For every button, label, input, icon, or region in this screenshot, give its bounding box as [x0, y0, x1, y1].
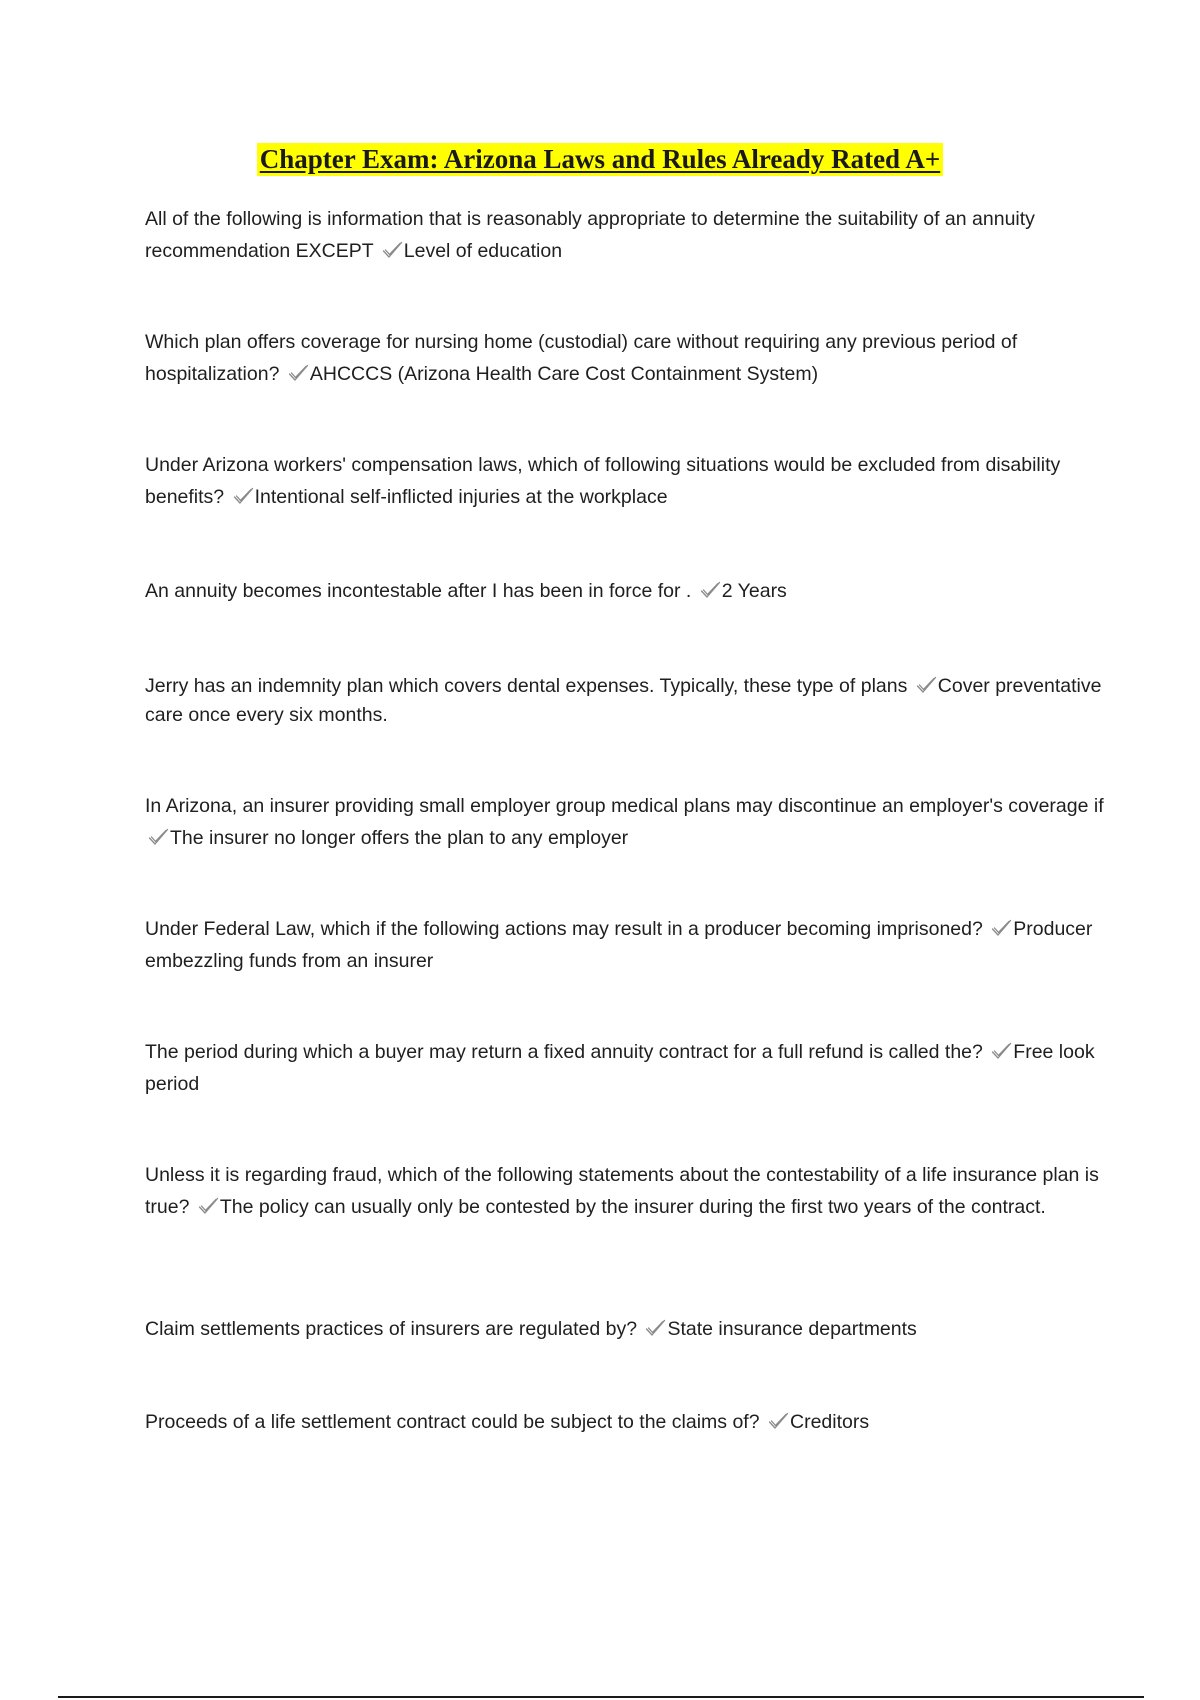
answer-text: State insurance departments	[667, 1318, 917, 1340]
question-text: An annuity becomes incontestable after I has been in force for .	[145, 580, 692, 602]
check-mark-icon	[148, 828, 169, 846]
check-mark-icon	[198, 1197, 219, 1215]
check-mark-icon	[700, 581, 721, 599]
title-wrapper	[0, 143, 1200, 176]
question-text: Claim settlements practices of insurers are regulated by?	[145, 1318, 638, 1340]
qa-item	[145, 1406, 1105, 1438]
question-text: Which plan offers coverage for nursing home (custodial) care without requiring any previous period of hospitalization?	[145, 331, 1018, 385]
answer-text: The policy can usually only be contested by the insurer during the first two years of the contract.	[219, 1196, 1046, 1218]
qa-item	[145, 203, 1105, 267]
qa-item	[145, 1159, 1105, 1223]
question-text: The period during which a buyer may return a fixed annuity contract for a full refund is called the?	[145, 1041, 983, 1063]
question-text: Jerry has an indemnity plan which covers dental expenses. Typically, these type of plans	[145, 675, 908, 697]
answer-text: Creditors	[790, 1411, 870, 1433]
question-text: Under Federal Law, which if the following actions may result in a producer becoming imprisoned?	[145, 918, 983, 940]
check-mark-icon	[233, 487, 254, 505]
qa-item	[145, 672, 1105, 730]
check-mark-icon	[768, 1412, 789, 1430]
qa-item	[145, 326, 1105, 390]
check-mark-icon	[991, 919, 1012, 937]
check-mark-icon	[916, 676, 937, 694]
footer-divider	[58, 1696, 1144, 1698]
page-title: Chapter Exam: Arizona Laws and Rules Already Rated A+	[257, 143, 943, 176]
answer-text: AHCCCS (Arizona Health Care Cost Containment System)	[309, 363, 819, 385]
answer-text: The insurer no longer offers the plan to any employer	[170, 827, 629, 849]
answer-text: Level of education	[403, 240, 563, 262]
qa-item	[145, 575, 1105, 607]
answer-text: Producer embezzling funds from an insurer	[145, 918, 1093, 972]
qa-item	[145, 913, 1105, 977]
check-mark-icon	[645, 1319, 666, 1337]
answer-text: 2 Years	[721, 580, 787, 602]
answer-text: Free look period	[145, 1041, 1095, 1095]
check-mark-icon	[991, 1042, 1012, 1060]
question-text: All of the following is information that is reasonably appropriate to determine the suitability of an annuity recommendation EXCEPT	[145, 208, 1035, 262]
answer-text: Cover preventative care once every six months.	[145, 675, 1102, 726]
answer-text: Intentional self-inflicted injuries at the workplace	[254, 486, 668, 508]
qa-item	[145, 449, 1105, 513]
question-text: In Arizona, an insurer providing small employer group medical plans may discontinue an employer's coverage if	[145, 795, 1104, 817]
check-mark-icon	[382, 241, 403, 259]
qa-item	[145, 1036, 1105, 1100]
check-mark-icon	[288, 364, 309, 382]
qa-item	[145, 790, 1105, 854]
question-text: Unless it is regarding fraud, which of the following statements about the contestability of a life insurance plan is true?	[145, 1164, 1099, 1218]
question-text: Under Arizona workers' compensation laws, which of following situations would be excluded from disability benefits?	[145, 454, 1061, 508]
qa-item	[145, 1313, 1105, 1345]
question-text: Proceeds of a life settlement contract could be subject to the claims of?	[145, 1411, 760, 1433]
